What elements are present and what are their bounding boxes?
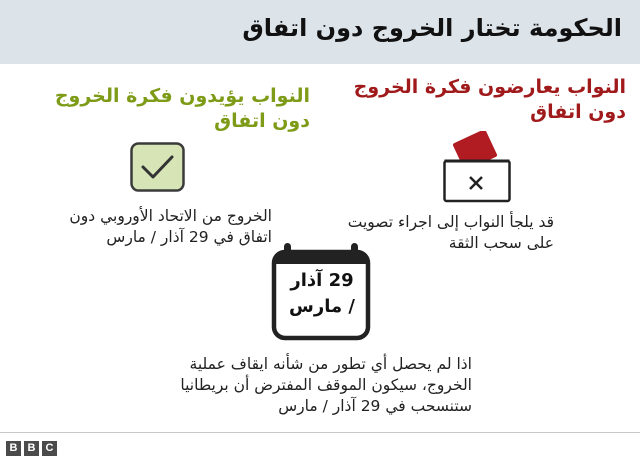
support-description: الخروج من الاتحاد الأوروبي دون اتفاق في 29 آذار / مارس — [69, 207, 272, 246]
oppose-description: قد يلجأ النواب إلى اجراء تصويت على سحب الثقة — [347, 213, 554, 252]
oppose-column-title: النواب يعارضون فكرة الخروج دون اتفاق — [353, 76, 626, 123]
bbc-logo-letter: B — [24, 441, 39, 456]
deadline-description: اذا لم يحصل أي تطور من شأنه ايقاف عملية الخروج، سيكون الموقف المفترض أن بريطانيا ستنسحب في 29 آذار / مارس — [180, 355, 472, 415]
header-banner — [0, 0, 640, 64]
ballot-box-icon — [443, 131, 511, 203]
calendar-date-line1: 29 آذار — [290, 270, 354, 291]
page-title: الحكومة تختار الخروج دون اتفاق — [242, 14, 622, 42]
footer-divider — [0, 432, 640, 433]
bbc-logo-letter: B — [6, 441, 21, 456]
calendar-date-line2: / مارس — [289, 296, 355, 317]
bbc-logo — [6, 441, 57, 456]
bbc-logo-letter: C — [42, 441, 57, 456]
calendar-date — [284, 268, 360, 320]
support-column-title: النواب يؤيدون فكرة الخروج دون اتفاق — [54, 85, 310, 132]
checkmark-icon — [130, 142, 185, 192]
